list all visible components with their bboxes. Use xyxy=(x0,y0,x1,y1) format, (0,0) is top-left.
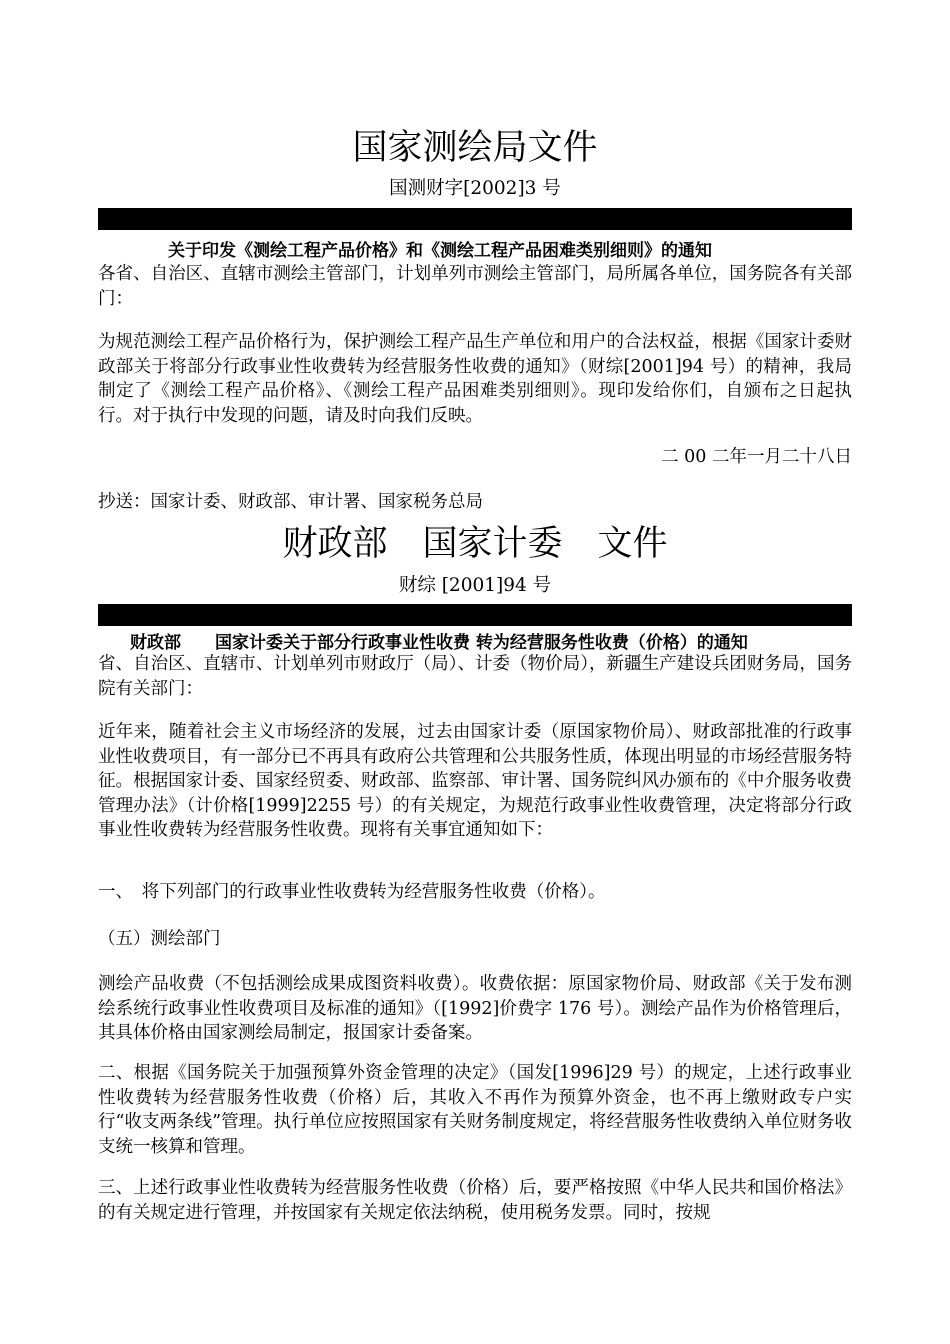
doc2-addressee: 省、自治区、直辖市、计划单列市财政厅（局）、计委（物价局），新疆生产建设兵团财务局，国务院有关部门： xyxy=(98,654,852,699)
doc1-number: 国测财字[2002]3 号 xyxy=(389,178,561,199)
doc2-number: 财综 [2001]94 号 xyxy=(398,575,552,596)
doc1-addressee: 各省、自治区、直辖市测绘主管部门，计划单列市测绘主管部门，局所属各单位，国务院各有关部门： xyxy=(98,264,852,309)
doc2-item-1-text: 测绘产品收费（不包括测绘成果成图资料收费）。收费依据：原国家物价局、财政部《关于发布测绘系统行政事业性收费项目及标准的通知》（[1992]价费字 176 号）。测绘产品作为价格管理后，其具体价格由国家测绘局制定，报国家计委备案。 xyxy=(98,974,852,1043)
doc1-subject: 关于印发《测绘工程产品价格》和《测绘工程产品困难类别细则》的通知 xyxy=(168,241,712,261)
doc2-item-2: 二、根据《国务院关于加强预算外资金管理的决定》（国发[1996]29 号）的规定，上述行政事业性收费转为经营服务性收费（价格）后，其收入不再作为预算外资金，也不再上缴财政专户实行“收支两条线”管理。执行单位应按照国家有关财务制度规定，将经营服务性收费纳入单位财务收支统一核算和管理。 xyxy=(98,1063,852,1157)
doc2-subject: 财政部 国家计委关于部分行政事业性收费 转为经营服务性收费（价格）的通知 xyxy=(130,633,748,653)
doc1-cc: 抄送：国家计委、财政部、审计署、国家税务总局 xyxy=(98,492,483,512)
doc2-item-1-sub: （五）测绘部门 xyxy=(98,929,221,949)
doc1-title: 国家测绘局文件 xyxy=(352,128,598,168)
doc2-header-rule xyxy=(98,604,852,626)
doc1-header-rule xyxy=(98,208,852,230)
doc1-body: 为规范测绘工程产品价格行为，保护测绘工程产品生产单位和用户的合法权益，根据《国家计委财政部关于将部分行政事业性收费转为经营服务性收费的通知》（财综[2001]94 号）的精神，我局制定了《测绘工程产品价格》、《测绘工程产品困难类别细则》。现印发给你们，自颁布之日起执行。对于执行中发现的问题，请及时向我们反映。 xyxy=(98,332,852,426)
doc1-date: 二 00 二年一月二十八日 xyxy=(661,447,852,467)
doc2-intro: 近年来，随着社会主义市场经济的发展，过去由国家计委（原国家物价局）、财政部批准的行政事业性收费项目，有一部分已不再具有政府公共管理和公共服务性质，体现出明显的市场经营服务特征。根据国家计委、国家经贸委、财政部、监察部、审计署、国务院纠风办颁布的《中介服务收费管理办法》（计价格[1999]2255 号）的有关规定，为规范行政事业性收费管理，决定将部分行政事业性收费转为经营服务性收费。现将有关事宜通知如下： xyxy=(98,722,852,840)
doc2-item-3: 三、上述行政事业性收费转为经营服务性收费（价格）后，要严格按照《中华人民共和国价格法》的有关规定进行管理，并按国家有关规定依法纳税，使用税务发票。同时，按规 xyxy=(98,1178,852,1223)
doc2-title: 财政部 国家计委 文件 xyxy=(282,524,668,564)
doc2-item-1: 一、 将下列部门的行政事业性收费转为经营服务性收费（价格）。 xyxy=(98,882,606,902)
